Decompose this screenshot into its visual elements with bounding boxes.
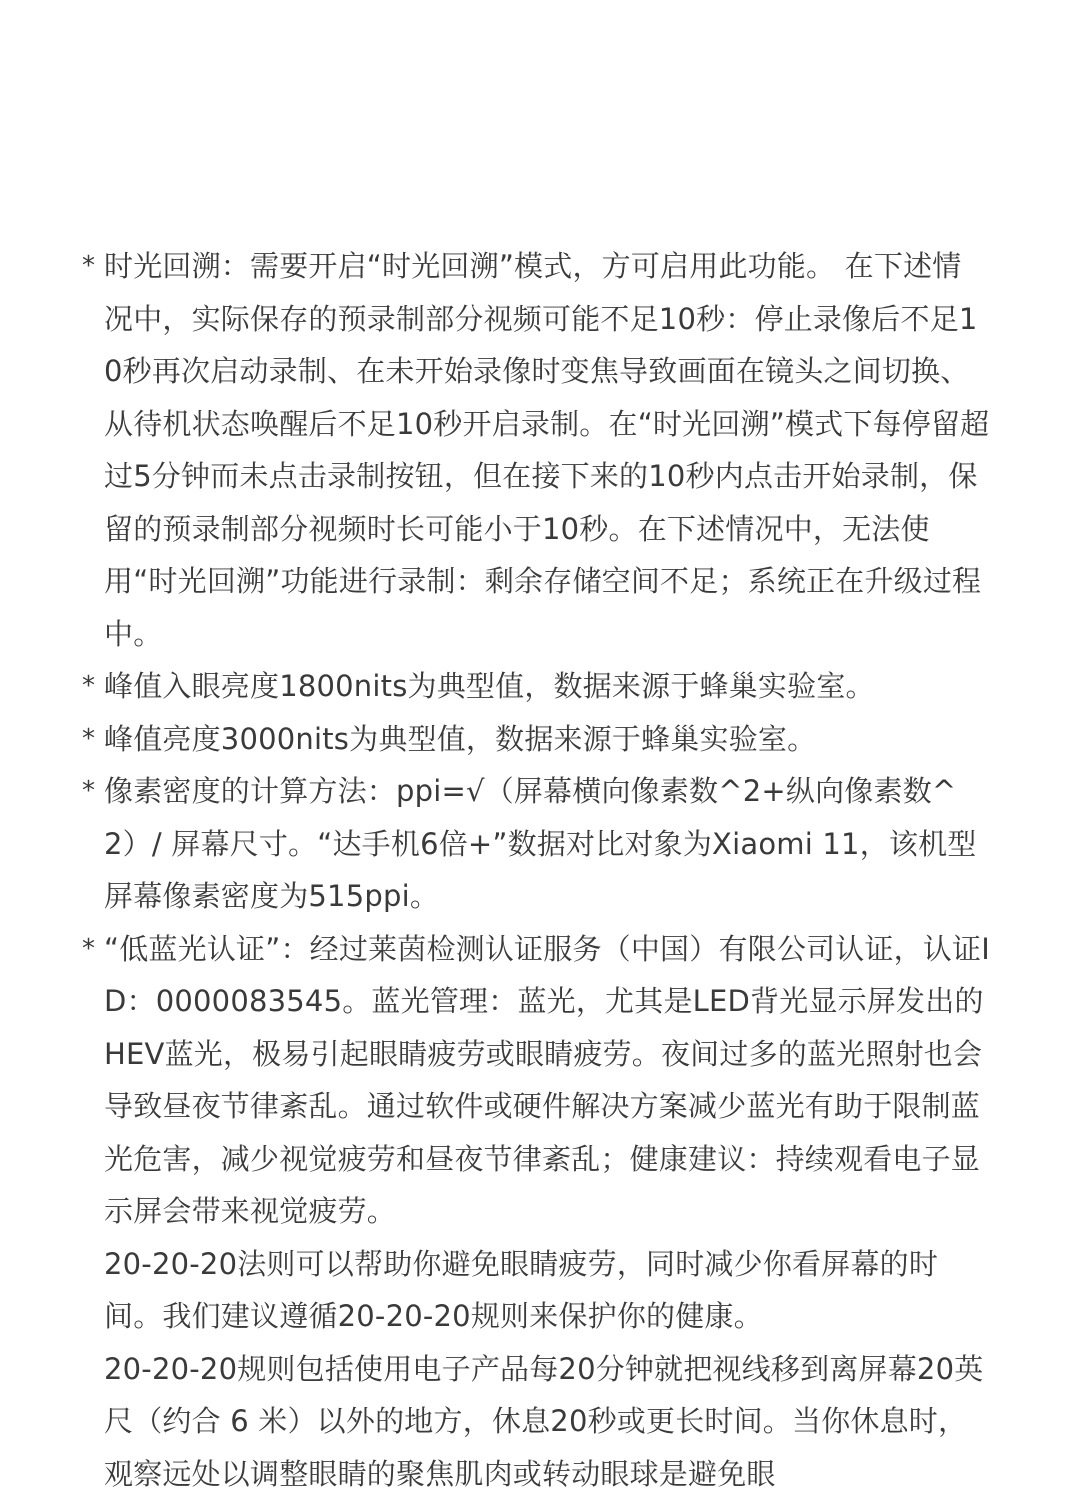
footnote-text: 时光回溯：需要开启“时光回溯”模式，方可启用此功能。 在下述情况中，实际保存的预录制部分视频可能不足10秒：停止录像后不足10秒再次启动录制、在未开始录像时变焦导致画面在镜头之间切换、从待机状态唤醒后不足10秒开启录制。在“时光回溯”模式下每停留超过5分钟而未点击录制按钮，但在接下来的10秒内点击开始录制，保留的预录制部分视频时长可能小于10秒。在下述情况中，无法使用“时光回溯”功能进行录制：剩余存储空间不足；系统正在升级过程中。 — [104, 249, 990, 651]
footnote-peak-eye-brightness — [82, 660, 990, 713]
footnote-marker: * — [82, 723, 96, 754]
footnote-text: 峰值亮度3000nits为典型值，数据来源于蜂巢实验室。 — [104, 721, 817, 756]
footnote-marker: * — [82, 776, 96, 806]
footnote-text: 峰值入眼亮度1800nits为典型值，数据来源于蜂巢实验室。 — [104, 669, 875, 703]
footnote-text-rule-intro: 20-20-20法则可以帮助你避免眼睛疲劳，同时减少你看屏幕的时间。我们建议遵循20-20-20规则来保护你的健康。 — [104, 1246, 939, 1333]
footnote-text: 像素密度的计算方法：ppi=√（屏幕横向像素数^2+纵向像素数^2）/ 屏幕尺寸。“达手机6倍+”数据对比对象为Xiaomi 11，该机型屏幕像素密度为515ppi。 — [104, 774, 977, 913]
footnote-marker: * — [82, 671, 96, 701]
footnote-peak-brightness — [82, 713, 990, 766]
footnote-time-rewind — [82, 240, 990, 660]
footnote-text-rule-detail: 20-20-20规则包括使用电子产品每20分钟就把视线移到离屏幕20英尺（约合 6 米）以外的地方，休息20秒或更长时间。当你休息时，观察远处以调整眼睛的聚焦肌肉或转动眼球是避免眼 — [104, 1351, 984, 1491]
footnote-text: “低蓝光认证”：经过莱茵检测认证服务（中国）有限公司认证，认证ID：0000083545。蓝光管理：蓝光，尤其是LED背光显示屏发出的HEV蓝光，极易引起眼睛疲劳或眼睛疲劳。夜间过多的蓝光照射也会导致昼夜节律紊乱。通过软件或硬件解决方案减少蓝光有助于限制蓝光危害，减少视觉疲劳和昼夜节律紊乱；健康建议：持续观看电子显示屏会带来视觉疲劳。 — [104, 931, 991, 1228]
footnote-low-blue-light — [82, 923, 990, 1500]
footnote-marker: * — [82, 251, 96, 281]
footnotes-list — [82, 240, 990, 1500]
footnote-pixel-density — [82, 765, 990, 923]
footnote-marker: * — [82, 933, 96, 964]
